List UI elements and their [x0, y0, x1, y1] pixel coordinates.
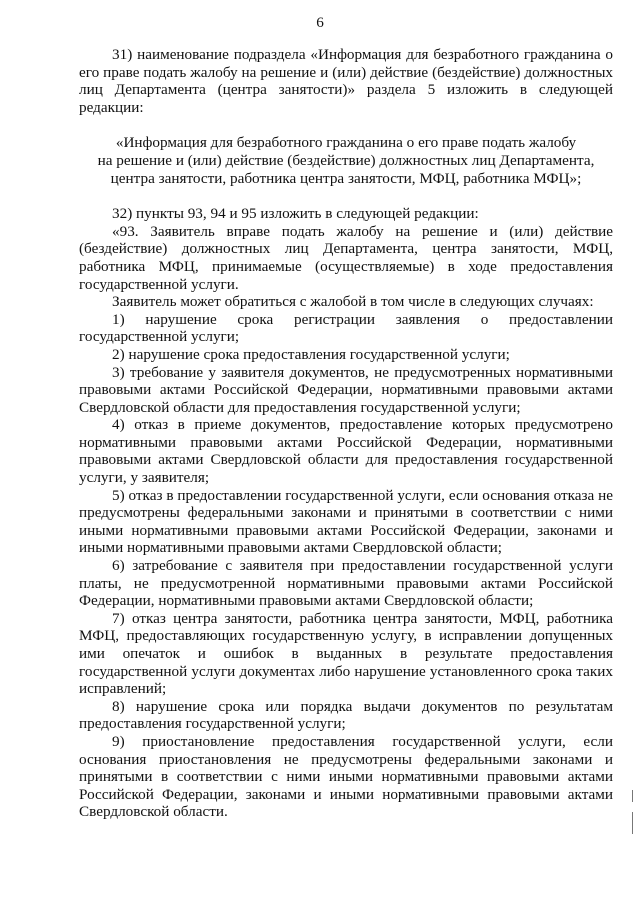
case-item: 1) нарушение срока регистрации заявления о предоставлении государственной услуги;	[79, 310, 613, 346]
cases-intro: Заявитель может обратиться с жалобой в том числе в следующих случаях:	[112, 293, 594, 311]
quoted-heading-line: на решение и (или) действие (бездействие) должностных лиц Департамента,	[97, 151, 595, 169]
quoted-heading-line: «Информация для безработного гражданина о его праве подать жалобу	[115, 134, 577, 152]
item-31-intro: 31) наименование подраздела «Информация для безработного гражданина о его праве подать жалобу на решение и (или) действие (бездействие) должностных лиц Департамента (центра занятости)» раздела 5 изложить в следующей редакции:	[79, 46, 613, 116]
case-item: 8) нарушение срока или порядка выдачи документов по результатам предоставления государственной услуги;	[79, 697, 613, 733]
case-item: 2) нарушение срока предоставления государственной услуги;	[112, 345, 510, 363]
case-item: 5) отказ в предоставлении государственной услуги, если основания отказа не предусмотрены федеральными законами и принятыми в соответствии с ними иными нормативными правовыми актами Российской Федерации, законами и иными нормативными правовыми актами Свердловской области;	[79, 486, 613, 557]
case-item: 4) отказ в приеме документов, предоставление которых предусмотрено нормативными правовыми актами Российской Федерации, нормативными правовыми актами Свердловской области для предоставления государственной услуги, у заявителя;	[79, 416, 613, 487]
document-body	[79, 46, 613, 821]
case-item: 9) приостановление предоставления государственной услуги, если основания приостановления не предусмотрены федеральными законами и принятыми в соответствии с ними иными нормативными правовыми актами Российской Федерации, законами и иными нормативными правовыми актами Свердловской области.	[79, 732, 613, 821]
item-32-intro: 32) пункты 93, 94 и 95 изложить в следующей редакции:	[112, 205, 479, 223]
case-item: 6) затребование с заявителя при предоставлении государственной услуги платы, не предусмотренной нормативными правовыми актами Российской Федерации, нормативными правовыми актами Свердловской области;	[79, 557, 613, 610]
case-item: 7) отказ центра занятости, работника центра занятости, МФЦ, работника МФЦ, предоставляющих государственную услугу, в исправлении допущенных ими опечаток и ошибок в выданных в результате предоставления государственной услуги документах либо нарушение установленного срока таких исправлений;	[79, 609, 613, 698]
scan-edge-mark	[632, 812, 633, 834]
scan-edge-mark	[632, 790, 633, 802]
paragraph-93: «93. Заявитель вправе подать жалобу на решение и (или) действие (бездействие) должностных лиц Департамента, центра занятости, МФЦ, работника МФЦ, принимаемые (осуществляемые) в ходе предоставления государственной услуги.	[79, 222, 613, 293]
item-31-quoted-heading	[79, 134, 613, 187]
page-number: 6	[316, 14, 324, 31]
case-item: 3) требование у заявителя документов, не предусмотренных нормативными правовыми актами Российской Федерации, нормативными правовыми актами Свердловской области для предоставления государственной услуги;	[79, 363, 613, 416]
quoted-heading-line: центра занятости, работника центра занятости, МФЦ, работника МФЦ»;	[110, 169, 582, 187]
